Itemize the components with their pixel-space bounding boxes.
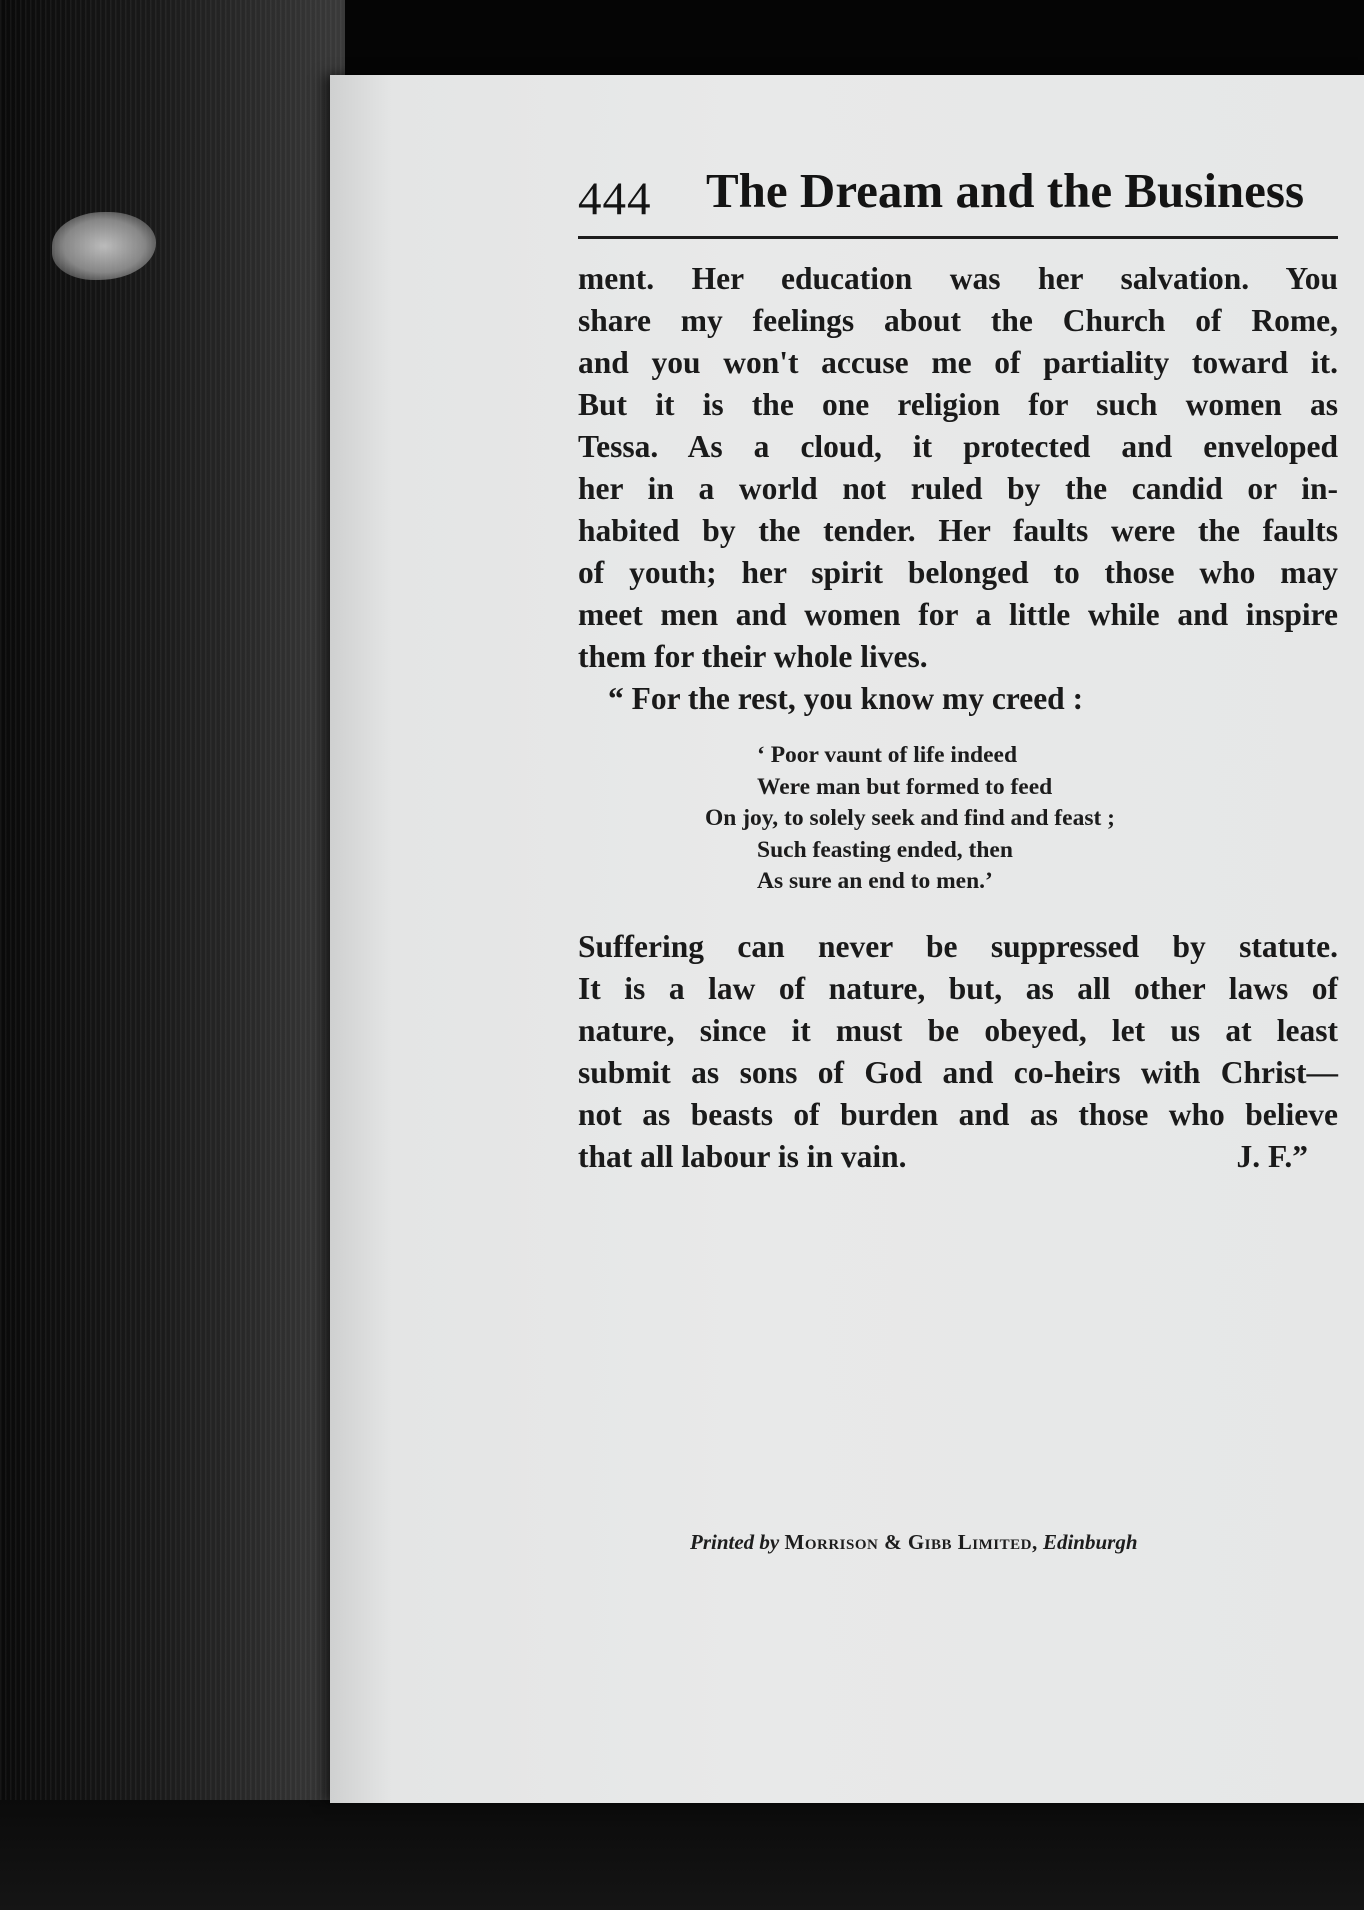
printer-imprint [690, 1530, 1250, 1555]
poem-line: Were man but formed to feed [757, 773, 1053, 800]
book-cover-edge [0, 0, 345, 1910]
poem-line: ‘ Poor vaunt of life indeed [757, 742, 1018, 768]
text-line: nature, since it must be obeyed, let us at least [578, 1013, 1338, 1048]
text-line: of youth; her spirit belonged to those who may [578, 555, 1338, 590]
poem-line: Such feasting ended, then [757, 836, 1013, 863]
text-line: share my feelings about the Church of Rome, [578, 303, 1338, 338]
text-line: submit as sons of God and co-heirs with Christ— [578, 1055, 1338, 1090]
paragraph-2: “ For the rest, you know my creed : [608, 681, 1084, 716]
text-line: habited by the tender. Her faults were the faults [578, 513, 1338, 548]
signature: J. F.” [1236, 1139, 1308, 1174]
imprint-printer: Morrison & Gibb Limited, [784, 1530, 1038, 1554]
paragraph-3 [578, 926, 1338, 1178]
page-header [578, 162, 1338, 234]
text-line: It is a law of nature, but, as all other laws of [578, 971, 1338, 1006]
imprint-city: Edinburgh [1042, 1530, 1138, 1554]
page-number: 444 [578, 173, 652, 225]
poem-line: As sure an end to men.’ [757, 868, 993, 894]
text-line: them for their whole lives. [578, 639, 928, 674]
running-title: The Dream and the Business [706, 163, 1305, 218]
text-line: Tessa. As a cloud, it protected and enveloped [578, 429, 1338, 464]
closing-text: that all labour is in vain. [578, 1139, 907, 1174]
closing-line [578, 1136, 1338, 1178]
paragraph-1 [578, 258, 1338, 720]
background-bottom [0, 1800, 1364, 1910]
poem-line: On joy, to solely seek and find and feast ; [705, 805, 1115, 831]
text-line: But it is the one religion for such women as [578, 387, 1338, 422]
header-rule [578, 236, 1338, 239]
text-line: Suffering can never be suppressed by statute. [578, 929, 1338, 964]
text-line: not as beasts of burden and as those who believe [578, 1097, 1338, 1132]
imprint-printed-by: Printed by [690, 1530, 780, 1554]
text-line: ment. Her education was her salvation. You [578, 261, 1338, 296]
poem-quotation [705, 740, 1265, 898]
text-line: and you won't accuse me of partiality toward it. [578, 345, 1338, 380]
text-line: her in a world not ruled by the candid or in- [578, 471, 1338, 506]
paper-smudge [52, 212, 156, 280]
text-line: meet men and women for a little while and inspire [578, 597, 1338, 632]
